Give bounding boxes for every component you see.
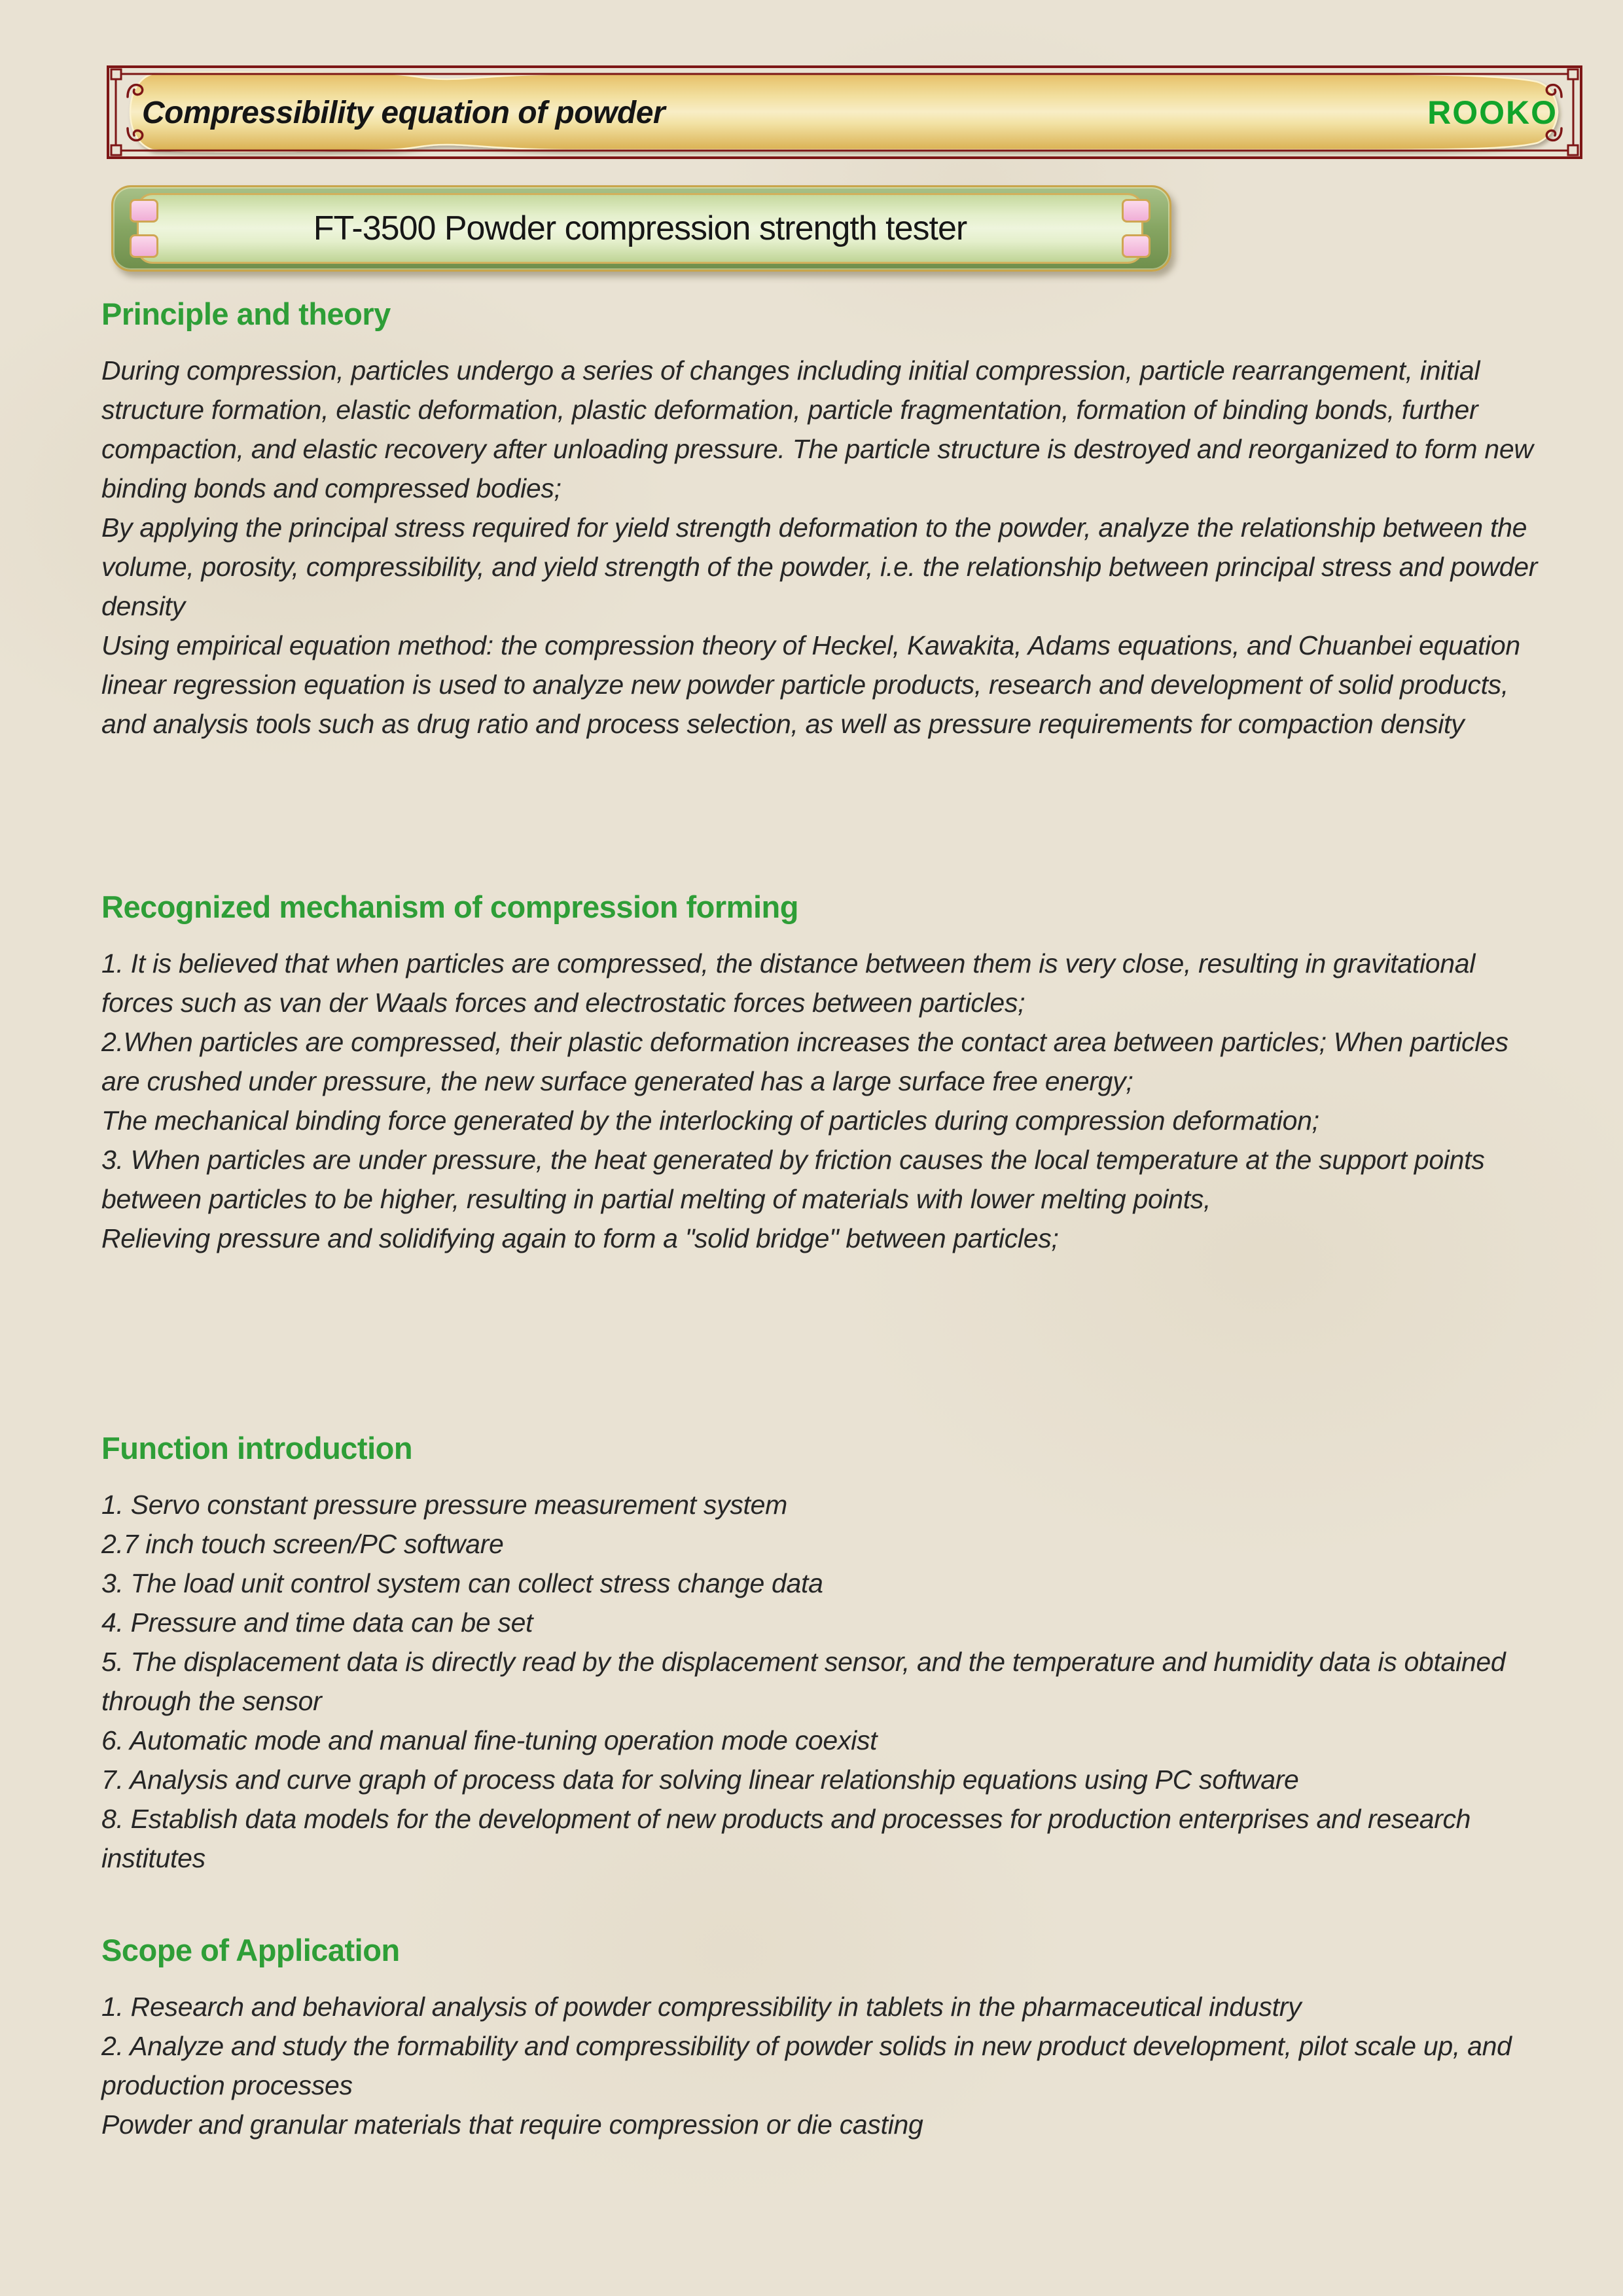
- section-paragraphs: [101, 1987, 1549, 2144]
- section: [101, 1932, 1549, 2144]
- paragraph: During compression, particles undergo a series of changes including initial compression, particle rearrangement, initial structure formation, elastic deformation, plastic deformation, particle fragmentation, formation of binding bonds, further compaction, and elastic recovery after unloading pressure. The particle structure is destroyed and reorganized to form new binding bonds and compressed bodies;: [101, 355, 1533, 503]
- paragraph: Relieving pressure and solidifying again to form a "solid bridge" between particles;: [101, 1223, 1059, 1253]
- brand-logo: ROOKO: [1427, 94, 1558, 131]
- paragraph: 1. It is believed that when particles are compressed, the distance between them is very close, resulting in gravitational forces such as van der Waals forces and electrostatic forces between particles;: [101, 948, 1476, 1018]
- product-banner-panel: [137, 193, 1143, 264]
- paragraph: 2.7 inch touch screen/PC software: [101, 1529, 504, 1559]
- paragraph: 8. Establish data models for the development of new products and processes for production enterprises and research institutes: [101, 1804, 1471, 1873]
- corner-stud-icon: [130, 199, 158, 223]
- corner-stud-icon: [130, 234, 158, 258]
- paragraph: Powder and granular materials that require compression or die casting: [101, 2109, 923, 2140]
- section-heading: Principle and theory: [101, 296, 391, 331]
- product-banner: [111, 185, 1171, 272]
- section: [101, 1430, 1549, 1878]
- product-title: FT-3500 Powder compression strength tester: [313, 209, 967, 247]
- section-paragraphs: [101, 944, 1549, 1258]
- section: [101, 889, 1549, 1258]
- paragraph: 6. Automatic mode and manual fine-tuning operation mode coexist: [101, 1725, 878, 1755]
- section-heading: Scope of Application: [101, 1933, 400, 1967]
- paragraph: 3. When particles are under pressure, the heat generated by friction causes the local temperature at the support points between particles to be higher, resulting in partial melting of materials with lower melting points,: [101, 1145, 1485, 1214]
- section-paragraphs: [101, 1485, 1549, 1878]
- paragraph: 2.When particles are compressed, their plastic deformation increases the contact area between particles; When particles are crushed under pressure, the new surface generated has a large surface free energy;: [101, 1027, 1508, 1096]
- corner-stud-icon: [1122, 234, 1150, 258]
- section: [101, 296, 1549, 744]
- section-heading: Function introduction: [101, 1431, 413, 1465]
- section-heading: Recognized mechanism of compression forming: [101, 889, 798, 924]
- paragraph: By applying the principal stress required for yield strength deformation to the powder, analyze the relationship between the volume, porosity, compressibility, and yield strength of the powder, i.e. the relationship between principal stress and powder density: [101, 512, 1538, 621]
- paragraph: 3. The load unit control system can collect stress change data: [101, 1568, 823, 1598]
- corner-stud-icon: [1122, 199, 1150, 223]
- paragraph: Using empirical equation method: the compression theory of Heckel, Kawakita, Adams equations, and Chuanbei equation linear regression equation is used to analyze new powder particle products, research and development of solid products, and analysis tools such as drug ratio and process selection, as well as pressure requirements for compaction density: [101, 630, 1520, 739]
- section-paragraphs: [101, 351, 1549, 744]
- paragraph: 1. Servo constant pressure pressure measurement system: [101, 1490, 787, 1520]
- header-banner: [107, 65, 1582, 160]
- paragraph: 2. Analyze and study the formability and compressibility of powder solids in new product development, pilot scale up, and production processes: [101, 2031, 1512, 2100]
- paragraph: 5. The displacement data is directly read by the displacement sensor, and the temperature and humidity data is obtained through the sensor: [101, 1647, 1506, 1716]
- page-title: Compressibility equation of powder: [142, 95, 666, 130]
- paragraph: The mechanical binding force generated by the interlocking of particles during compression deformation;: [101, 1105, 1319, 1136]
- paragraph: 1. Research and behavioral analysis of powder compressibility in tablets in the pharmaceutical industry: [101, 1992, 1302, 2022]
- paragraph: 4. Pressure and time data can be set: [101, 1607, 533, 1638]
- paragraph: 7. Analysis and curve graph of process data for solving linear relationship equations using PC software: [101, 1765, 1299, 1795]
